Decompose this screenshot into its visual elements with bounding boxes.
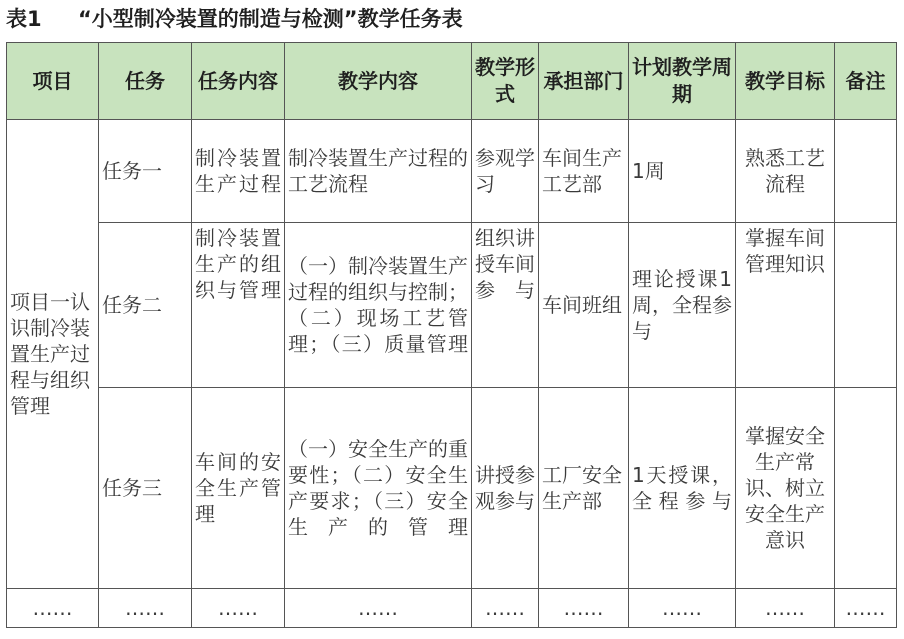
header-department: 承担部门	[539, 43, 629, 120]
header-period: 计划教学周期	[629, 43, 736, 120]
ellipsis-cell: ……	[7, 589, 99, 628]
task-cell: 任务三	[99, 388, 192, 589]
teaching-content-cell: 制冷装置生产过程的工艺流程	[285, 120, 472, 223]
task-cell: 任务二	[99, 223, 192, 388]
goal-cell: 熟悉工艺流程	[736, 120, 835, 223]
note-cell	[835, 223, 897, 388]
ellipsis-cell: ……	[629, 589, 736, 628]
department-cell: 车间生产工艺部	[539, 120, 629, 223]
project-cell: 项目一认识制冷装置生产过程与组织管理	[7, 120, 99, 589]
ellipsis-cell: ……	[736, 589, 835, 628]
department-cell: 车间班组	[539, 223, 629, 388]
task-cell: 任务一	[99, 120, 192, 223]
note-cell	[835, 388, 897, 589]
table-row	[7, 223, 897, 388]
header-task-content: 任务内容	[192, 43, 285, 120]
teaching-content-cell: （一）制冷装置生产过程的组织与控制；（二）现场工艺管理；（三）质量管理	[285, 223, 472, 388]
table-title: “小型制冷装置的制造与检测”教学任务表	[78, 7, 463, 31]
ellipsis-row	[7, 589, 897, 628]
header-task: 任务	[99, 43, 192, 120]
period-cell: 1周	[629, 120, 736, 223]
ellipsis-cell: ……	[192, 589, 285, 628]
note-cell	[835, 120, 897, 223]
header-teaching-form: 教学形式	[472, 43, 539, 120]
ellipsis-cell: ……	[472, 589, 539, 628]
table-row	[7, 120, 897, 223]
department-cell: 工厂安全生产部	[539, 388, 629, 589]
header-row	[7, 43, 897, 120]
ellipsis-cell: ……	[99, 589, 192, 628]
period-cell: 理论授课1周，全程参与	[629, 223, 736, 388]
table-number: 表1	[6, 7, 42, 31]
header-goal: 教学目标	[736, 43, 835, 120]
period-cell: 1天授课，全程参与	[629, 388, 736, 589]
teaching-task-table	[6, 42, 897, 628]
ellipsis-cell: ……	[539, 589, 629, 628]
task-content-cell: 制冷装置生产过程	[192, 120, 285, 223]
header-teaching-content: 教学内容	[285, 43, 472, 120]
goal-cell: 掌握安全生产常识、树立安全生产意识	[736, 388, 835, 589]
teaching-form-cell: 参观学习	[472, 120, 539, 223]
header-note: 备注	[835, 43, 897, 120]
table-caption	[6, 4, 463, 34]
ellipsis-cell: ……	[835, 589, 897, 628]
goal-cell: 掌握车间管理知识	[736, 223, 835, 388]
teaching-form-cell: 组织讲授车间参与	[472, 223, 539, 388]
table-row	[7, 388, 897, 589]
header-project: 项目	[7, 43, 99, 120]
teaching-form-cell: 讲授参观参与	[472, 388, 539, 589]
task-content-cell: 制冷装置生产的组织与管理	[192, 223, 285, 388]
teaching-content-cell: （一）安全生产的重要性；（二）安全生产要求；（三）安全生产的管理	[285, 388, 472, 589]
task-content-cell: 车间的安全生产管理	[192, 388, 285, 589]
ellipsis-cell: ……	[285, 589, 472, 628]
